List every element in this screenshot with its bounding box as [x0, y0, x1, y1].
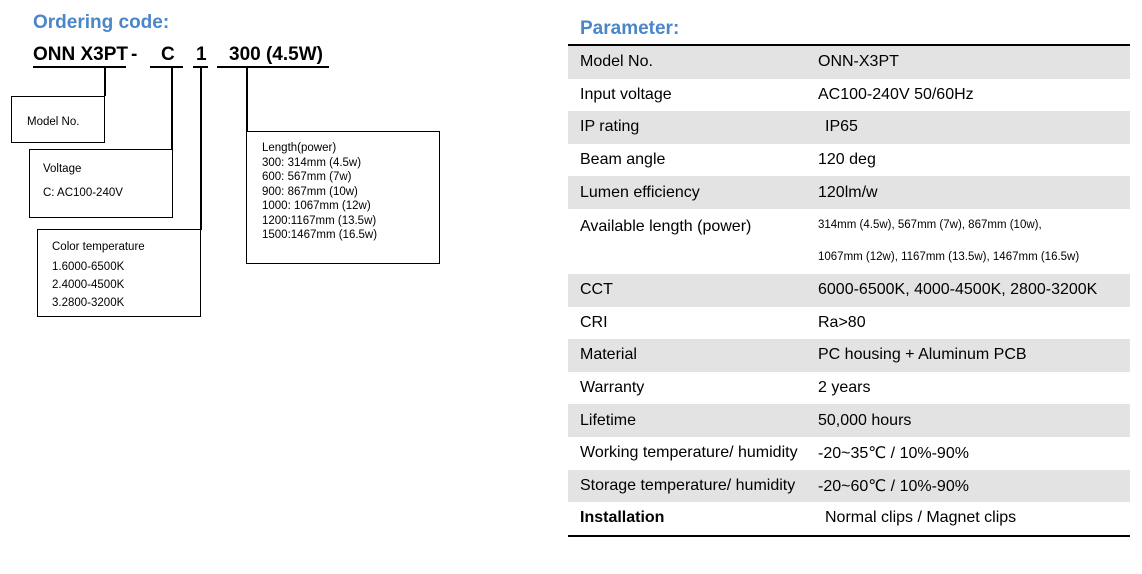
table-row — [568, 502, 1130, 535]
table-row — [568, 209, 1130, 274]
table-row — [568, 46, 1130, 79]
ordering-code-title: Ordering code: — [33, 12, 170, 33]
model-box — [11, 96, 105, 143]
code-length: 300 (4.5W) — [229, 44, 323, 65]
code-model: ONN X3PT — [33, 44, 129, 65]
voltage-box — [29, 149, 173, 218]
table-row — [568, 372, 1130, 405]
table-row — [568, 111, 1130, 144]
param-value: PC housing + Aluminum PCB — [818, 346, 1027, 364]
param-value: IP65 — [825, 118, 858, 136]
voltage-connector — [171, 68, 173, 150]
param-value: 2 years — [818, 379, 871, 397]
param-value: -20~60℃ / 10%-90% — [818, 477, 969, 495]
color-connector — [200, 68, 202, 230]
code-voltage: C — [161, 44, 175, 65]
table-row — [568, 274, 1130, 307]
length-box-line: 1000: 1067mm (12w) — [262, 200, 371, 212]
code-color: 1 — [196, 44, 207, 65]
length-underline — [217, 66, 329, 68]
length-connector — [246, 68, 248, 133]
param-key: Warranty — [580, 379, 645, 397]
length-power-box — [246, 131, 440, 264]
table-row — [568, 307, 1130, 340]
table-row — [568, 437, 1130, 470]
length-box-line: 1200:1167mm (13.5w) — [262, 214, 377, 227]
voltage-underline — [150, 66, 183, 68]
param-key: Installation — [580, 509, 665, 527]
param-key: Available length (power) — [580, 217, 752, 235]
parameter-table — [568, 44, 1130, 537]
param-key: Lumen efficiency — [580, 183, 700, 201]
param-key: Beam angle — [580, 151, 666, 169]
param-value: 50,000 hours — [818, 411, 912, 429]
length-box-line: 300: 314mm (4.5w) — [262, 156, 362, 169]
param-value: Ra>80 — [818, 313, 866, 331]
table-row — [568, 339, 1130, 372]
color-box-title: Color temperature — [52, 241, 145, 253]
parameter-title: Parameter: — [580, 18, 680, 39]
param-value: 120lm/w — [818, 183, 878, 201]
length-box-title: Length(power) — [262, 142, 337, 154]
voltage-box-line: C: AC100-240V — [43, 187, 123, 199]
param-value: 6000-6500K, 4000-4500K, 2800-3200K — [818, 281, 1098, 299]
code-dash: - — [131, 44, 138, 65]
param-key: Storage temperature/ humidity — [580, 476, 796, 494]
table-row — [568, 470, 1130, 503]
param-key: IP rating — [580, 118, 640, 136]
param-value-line: 314mm (4.5w), 567mm (7w), 867mm (10w), — [818, 218, 1042, 231]
length-box-line: 1500:1467mm (16.5w) — [262, 229, 378, 241]
param-key: Material — [580, 346, 637, 364]
model-box-label: Model No. — [27, 116, 80, 128]
param-key: CRI — [580, 313, 608, 331]
model-connector — [104, 68, 106, 96]
model-underline — [33, 66, 126, 68]
color-temperature-box — [37, 229, 201, 317]
table-row — [568, 79, 1130, 112]
table-row — [568, 176, 1130, 209]
length-box-line: 900: 867mm (10w) — [262, 185, 358, 198]
param-key: Lifetime — [580, 411, 637, 429]
param-value-line: 1067mm (12w), 1167mm (13.5w), 1467mm (16.5w) — [818, 251, 1080, 264]
param-value — [818, 209, 1130, 274]
param-value: AC100-240V 50/60Hz — [818, 85, 974, 103]
color-box-line: 2.4000-4500K — [52, 279, 125, 291]
table-row — [568, 404, 1130, 437]
param-key: Model No. — [580, 53, 653, 71]
param-value: -20~35℃ / 10%-90% — [818, 445, 969, 463]
table-row — [568, 144, 1130, 177]
param-key: Working temperature/ humidity — [580, 444, 798, 462]
param-value: ONN-X3PT — [818, 53, 899, 71]
color-box-line: 1.6000-6500K — [52, 261, 125, 273]
param-key: Input voltage — [580, 85, 672, 103]
param-value: 120 deg — [818, 151, 876, 169]
param-key: CCT — [580, 281, 613, 299]
voltage-box-title: Voltage — [43, 163, 82, 175]
length-box-line: 600: 567mm (7w) — [262, 171, 352, 183]
param-value: Normal clips / Magnet clips — [825, 509, 1017, 527]
color-box-line: 3.2800-3200K — [52, 297, 125, 309]
